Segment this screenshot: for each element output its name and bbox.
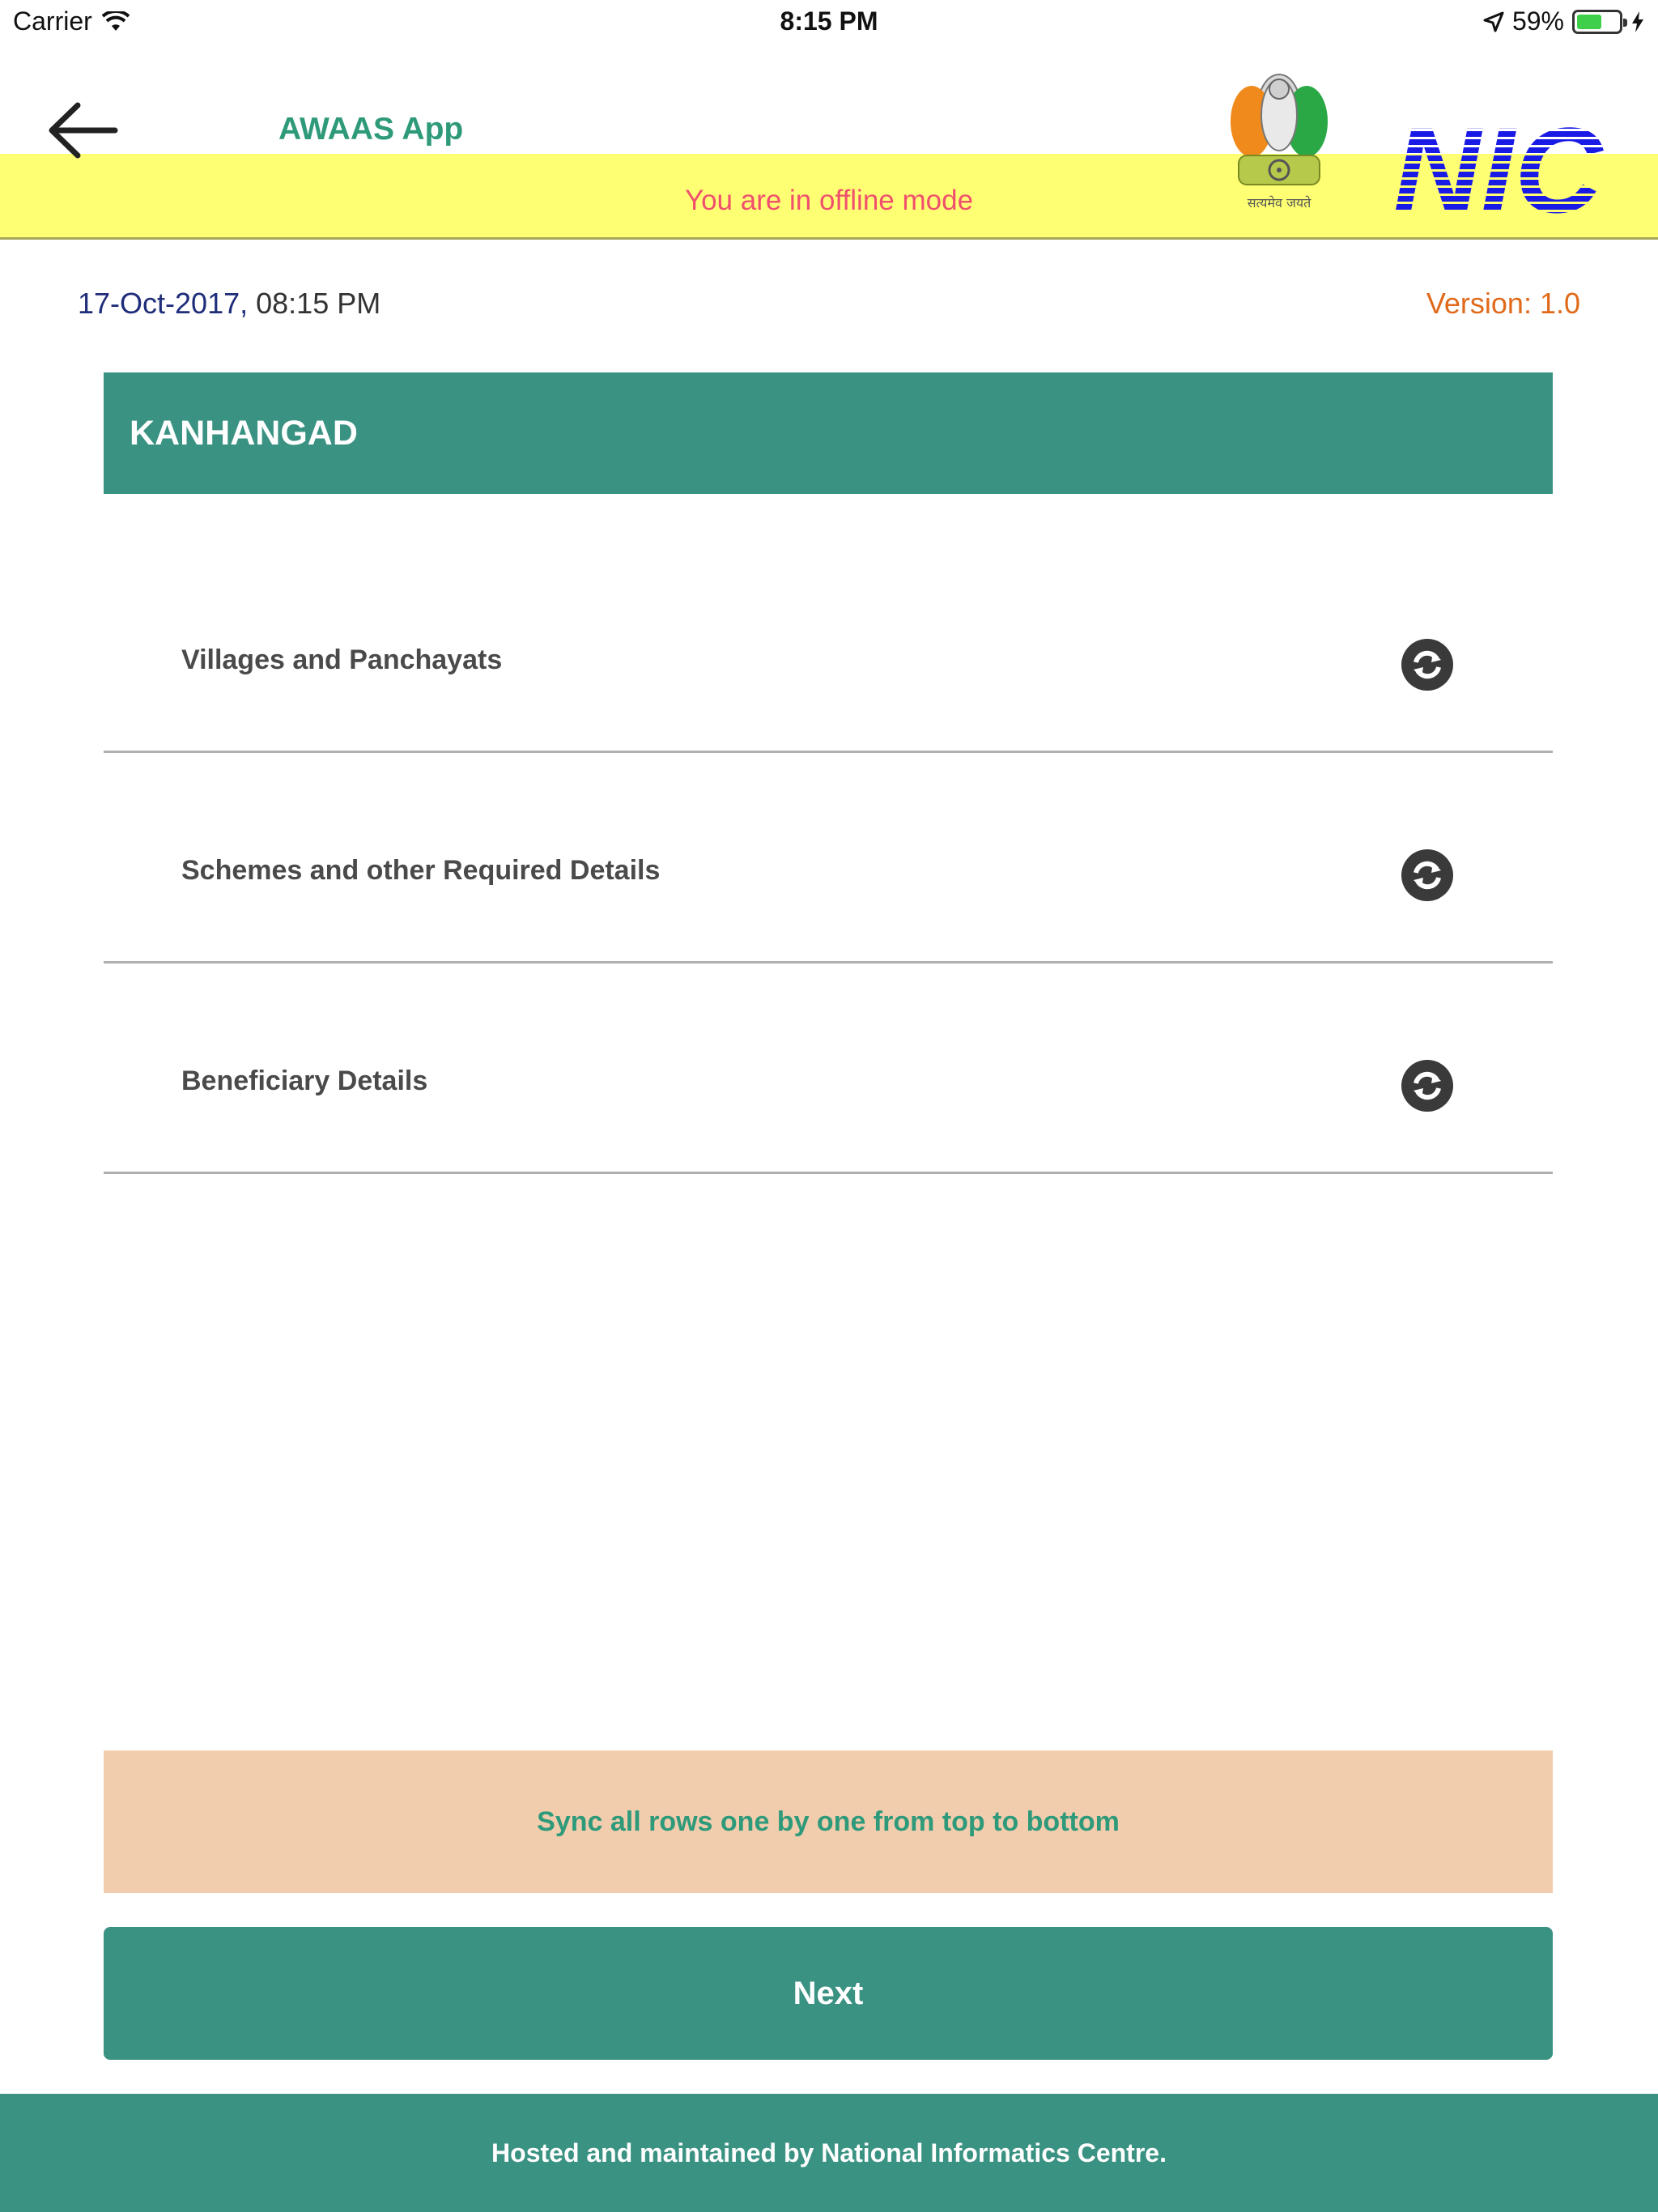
- app-header: [0, 45, 1658, 243]
- nic-logo-text: NIC: [1392, 102, 1603, 228]
- national-emblem-logo: [1214, 58, 1344, 220]
- status-bar: [0, 0, 1658, 45]
- sync-row-label: Villages and Panchayats: [181, 644, 503, 675]
- sync-icon[interactable]: [1401, 1059, 1454, 1112]
- sync-icon[interactable]: [1401, 849, 1454, 902]
- arrow-left-icon: [42, 94, 123, 167]
- battery-percent: 59%: [1511, 6, 1564, 36]
- location-arrow-icon: [1483, 11, 1504, 32]
- current-date: 17-Oct-2017,: [78, 287, 249, 320]
- nic-logo: [1376, 91, 1619, 228]
- carrier-label: Carrier: [13, 6, 92, 36]
- app-title: AWAAS App: [278, 112, 464, 147]
- offline-message: You are in offline mode: [684, 185, 974, 216]
- footer: [0, 2094, 1658, 2212]
- status-time: 8:15 PM: [780, 6, 878, 36]
- charging-bolt-icon: [1630, 11, 1645, 33]
- sync-instruction-text: Sync all rows one by one from top to bottom: [537, 1806, 1120, 1837]
- block-title: KANHANGAD: [130, 413, 358, 453]
- battery-icon: [1572, 10, 1622, 34]
- battery-fill: [1577, 15, 1601, 29]
- sync-row-villages: [104, 542, 1553, 753]
- status-right-group: [1483, 6, 1645, 36]
- current-time: 08:15 PM: [248, 287, 381, 320]
- sync-list: [104, 542, 1553, 1174]
- sync-row-beneficiary: [104, 963, 1553, 1174]
- app-version: Version: 1.0: [1426, 287, 1580, 320]
- sync-instruction: [104, 1750, 1553, 1893]
- block-title-bar: [104, 372, 1553, 494]
- next-button-label: Next: [793, 1975, 864, 2011]
- next-button[interactable]: [104, 1927, 1553, 2060]
- date-time-line: [78, 287, 380, 321]
- sync-icon[interactable]: [1401, 638, 1454, 691]
- emblem-caption: सत्यमेव जयते: [1247, 195, 1312, 211]
- sync-row-schemes: [104, 753, 1553, 963]
- back-button[interactable]: [42, 94, 123, 167]
- sync-row-label: Schemes and other Required Details: [181, 855, 661, 886]
- sync-row-label: Beneficiary Details: [181, 1066, 428, 1096]
- footer-text: Hosted and maintained by National Informatics Centre.: [491, 2138, 1167, 2167]
